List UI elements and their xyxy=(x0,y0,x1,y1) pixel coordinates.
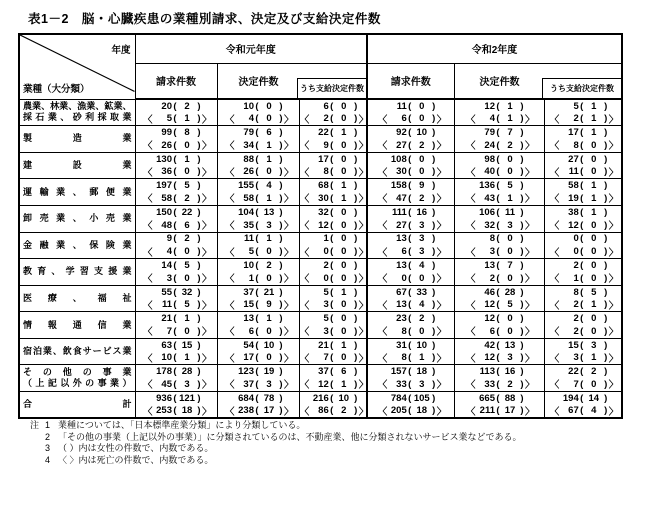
data-cell xyxy=(454,338,544,365)
count-total-line: 58 ( 1 ) xyxy=(568,180,608,192)
data-cell xyxy=(544,126,622,153)
year-header-reiwa1: 令和元年度 xyxy=(135,34,367,63)
count-total-line: 197 ( 5 ) xyxy=(156,180,201,192)
data-cell xyxy=(135,232,217,259)
row-label: 医療、福祉 xyxy=(19,285,135,312)
count-total-line: 158 ( 9 ) xyxy=(390,180,436,192)
count-total-line: 37 ( 6 ) xyxy=(318,366,358,378)
count-death-line: 〈 15 ( 9 ) 〉 xyxy=(225,299,294,312)
count-total-line: 113 ( 16 ) xyxy=(479,366,524,378)
table-row xyxy=(19,338,622,365)
count-death-line: 〈 86 ( 2 ) 〉 xyxy=(299,405,369,418)
data-cell xyxy=(299,152,367,179)
count-total-line: 10 ( 0 ) xyxy=(243,100,283,112)
count-death-line: 〈 45 ( 3 ) 〉 xyxy=(143,378,212,392)
table-row xyxy=(19,99,622,126)
data-cell xyxy=(454,285,544,312)
count-death-line: 〈 3 ( 1 ) 〉 xyxy=(549,352,619,365)
count-total-line: 92 ( 10 ) xyxy=(396,127,436,139)
row-label: 教育、学習支援業 xyxy=(19,259,135,286)
row-label: 合計 xyxy=(19,391,135,418)
count-total-line: 0 ( 0 ) xyxy=(573,233,608,245)
decisions-label-r2: 決定件数 xyxy=(479,76,520,88)
data-cell xyxy=(544,205,622,232)
data-cell xyxy=(217,391,299,418)
count-total-line: 12 ( 1 ) xyxy=(484,100,524,112)
row-label: 卸売業、小売業 xyxy=(19,205,135,232)
data-cell xyxy=(217,152,299,179)
table-body xyxy=(19,99,622,418)
data-cell xyxy=(135,205,217,232)
count-total-line: 67 ( 33 ) xyxy=(396,286,436,298)
count-death-line: 〈 10 ( 1 ) 〉 xyxy=(143,352,212,365)
count-death-line: 〈 3 ( 0 ) 〉 xyxy=(143,272,212,286)
count-total-line: 22 ( 2 ) xyxy=(568,366,608,378)
count-total-line: 9 ( 2 ) xyxy=(166,233,201,245)
count-total-line: 665 ( 88 ) xyxy=(479,392,524,404)
data-cell xyxy=(217,179,299,206)
count-death-line: 〈 26 ( 0 ) 〉 xyxy=(225,166,294,179)
data-cell xyxy=(454,99,544,126)
note-list xyxy=(45,420,522,466)
count-death-line: 〈 30 ( 0 ) 〉 xyxy=(377,166,447,179)
count-total-line: 10 ( 2 ) xyxy=(243,260,283,272)
data-cell xyxy=(135,312,217,339)
row-label: 製造業 xyxy=(19,126,135,153)
note-item: 2 「その他の事業（上記以外の事業）」に分類されているのは、不動産業、他に分類されないサービス業などである。 xyxy=(45,431,522,442)
count-total-line: 6 ( 0 ) xyxy=(323,100,358,112)
count-death-line: 〈 1 ( 0 ) 〉 xyxy=(225,272,294,286)
count-death-line: 〈 9 ( 0 ) 〉 xyxy=(299,139,369,153)
notes-mark: 注 xyxy=(30,420,40,430)
data-cell xyxy=(367,259,454,286)
count-total-line: 8 ( 5 ) xyxy=(573,286,608,298)
count-total-line: 784 ( 105 ) xyxy=(390,392,436,404)
count-death-line: 〈 36 ( 0 ) 〉 xyxy=(143,166,212,179)
row-label: その他の事業 （上記以外の事業） xyxy=(19,365,135,392)
count-death-line: 〈 19 ( 1 ) 〉 xyxy=(549,192,619,206)
table-row xyxy=(19,232,622,259)
data-cell xyxy=(544,391,622,418)
data-cell xyxy=(367,179,454,206)
corner-year-label: 年度 xyxy=(111,45,131,56)
count-death-line: 〈 13 ( 4 ) 〉 xyxy=(377,299,447,312)
count-total-line: 2 ( 0 ) xyxy=(573,260,608,272)
data-cell xyxy=(367,205,454,232)
count-total-line: 17 ( 0 ) xyxy=(318,153,358,165)
count-death-line: 〈 48 ( 6 ) 〉 xyxy=(143,219,212,232)
data-cell xyxy=(454,179,544,206)
count-total-line: 1 ( 0 ) xyxy=(323,233,358,245)
data-cell xyxy=(544,285,622,312)
count-total-line: 12 ( 0 ) xyxy=(484,313,524,325)
count-total-line: 136 ( 5 ) xyxy=(479,180,524,192)
count-death-line: 〈 5 ( 0 ) 〉 xyxy=(225,246,294,259)
count-death-line: 〈 8 ( 0 ) 〉 xyxy=(549,139,619,153)
data-cell xyxy=(544,152,622,179)
count-total-line: 194 ( 14 ) xyxy=(562,392,608,404)
data-cell xyxy=(367,285,454,312)
count-total-line: 13 ( 3 ) xyxy=(396,233,436,245)
data-cell xyxy=(299,232,367,259)
data-cell xyxy=(454,152,544,179)
data-cell xyxy=(135,152,217,179)
count-total-line: 8 ( 0 ) xyxy=(489,233,524,245)
note-item: 4 〈 〉内は死亡の件数で、内数である。 xyxy=(45,454,214,465)
count-death-line: 〈 8 ( 0 ) 〉 xyxy=(299,166,369,179)
data-cell xyxy=(544,259,622,286)
data-cell xyxy=(367,152,454,179)
count-death-line: 〈 47 ( 2 ) 〉 xyxy=(377,192,447,206)
data-cell xyxy=(299,338,367,365)
count-death-line: 〈 67 ( 4 ) 〉 xyxy=(549,405,619,418)
row-label: 金融業、保険業 xyxy=(19,232,135,259)
count-death-line: 〈 58 ( 2 ) 〉 xyxy=(143,192,212,206)
note-item: 1 業種については、「日本標準産業分類」により分類している。 xyxy=(45,420,306,430)
table-row xyxy=(19,126,622,153)
table-row xyxy=(19,391,622,418)
count-total-line: 79 ( 7 ) xyxy=(484,127,524,139)
count-total-line: 38 ( 1 ) xyxy=(568,206,608,218)
data-cell xyxy=(135,391,217,418)
count-death-line: 〈 12 ( 3 ) 〉 xyxy=(466,352,535,365)
data-cell xyxy=(299,259,367,286)
row-label: 運輸業、郵便業 xyxy=(19,179,135,206)
claims-header-r2: 請求件数 xyxy=(367,63,454,99)
count-death-line: 〈 253 ( 18 ) 〉 xyxy=(143,405,212,418)
count-death-line: 〈 211 ( 17 ) 〉 xyxy=(466,405,535,418)
row-label: 農業、林業、漁業、鉱業、 採石業、砂利採取業 xyxy=(19,99,135,126)
count-total-line: 13 ( 1 ) xyxy=(243,313,283,325)
claims-header-r1: 請求件数 xyxy=(135,63,217,99)
count-death-line: 〈 6 ( 0 ) 〉 xyxy=(377,113,447,126)
count-death-line: 〈 17 ( 0 ) 〉 xyxy=(225,352,294,365)
data-cell xyxy=(544,312,622,339)
data-cell xyxy=(454,205,544,232)
data-cell xyxy=(217,205,299,232)
data-cell xyxy=(367,391,454,418)
count-death-line: 〈 27 ( 3 ) 〉 xyxy=(377,219,447,232)
count-death-line: 〈 1 ( 0 ) 〉 xyxy=(549,272,619,286)
count-total-line: 98 ( 0 ) xyxy=(484,153,524,165)
count-death-line: 〈 33 ( 3 ) 〉 xyxy=(377,378,447,392)
count-death-line: 〈 24 ( 2 ) 〉 xyxy=(466,139,535,153)
count-total-line: 21 ( 1 ) xyxy=(161,313,201,325)
count-death-line: 〈 2 ( 0 ) 〉 xyxy=(299,113,369,126)
count-total-line: 157 ( 18 ) xyxy=(390,366,436,378)
count-total-line: 13 ( 7 ) xyxy=(484,260,524,272)
count-total-line: 11 ( 1 ) xyxy=(243,233,283,245)
count-death-line: 〈 8 ( 0 ) 〉 xyxy=(377,325,447,339)
year-header-reiwa2: 令和2年度 xyxy=(367,34,622,63)
data-cell xyxy=(135,338,217,365)
count-total-line: 106 ( 11 ) xyxy=(479,206,524,218)
data-cell xyxy=(544,232,622,259)
data-cell xyxy=(299,205,367,232)
count-total-line: 15 ( 3 ) xyxy=(568,339,608,351)
count-death-line: 〈 58 ( 1 ) 〉 xyxy=(225,192,294,206)
table-row xyxy=(19,365,622,392)
count-total-line: 150 ( 22 ) xyxy=(156,206,201,218)
count-death-line: 〈 12 ( 5 ) 〉 xyxy=(466,299,535,312)
count-total-line: 23 ( 2 ) xyxy=(396,313,436,325)
count-death-line: 〈 32 ( 3 ) 〉 xyxy=(466,219,535,232)
data-cell xyxy=(454,312,544,339)
count-death-line: 〈 37 ( 3 ) 〉 xyxy=(225,378,294,392)
count-death-line: 〈 3 ( 0 ) 〉 xyxy=(299,325,369,339)
count-death-line: 〈 33 ( 2 ) 〉 xyxy=(466,378,535,392)
count-total-line: 2 ( 0 ) xyxy=(573,313,608,325)
data-cell xyxy=(544,338,622,365)
data-cell xyxy=(544,99,622,126)
row-label: 建設業 xyxy=(19,152,135,179)
count-death-line: 〈 7 ( 0 ) 〉 xyxy=(299,352,369,365)
count-death-line: 〈 8 ( 1 ) 〉 xyxy=(377,352,447,365)
data-cell xyxy=(135,285,217,312)
count-death-line: 〈 4 ( 0 ) 〉 xyxy=(225,113,294,126)
count-total-line: 123 ( 19 ) xyxy=(238,366,283,378)
data-cell xyxy=(544,365,622,392)
data-cell xyxy=(135,259,217,286)
table-row xyxy=(19,205,622,232)
count-total-line: 2 ( 0 ) xyxy=(323,260,358,272)
count-death-line: 〈 2 ( 0 ) 〉 xyxy=(549,325,619,339)
count-total-line: 5 ( 0 ) xyxy=(323,313,358,325)
decisions-header-r2 xyxy=(454,63,622,99)
count-death-line: 〈 0 ( 0 ) 〉 xyxy=(549,246,619,259)
row-label: 情報通信業 xyxy=(19,312,135,339)
count-total-line: 5 ( 1 ) xyxy=(323,286,358,298)
count-death-line: 〈 4 ( 0 ) 〉 xyxy=(143,246,212,259)
count-death-line: 〈 238 ( 17 ) 〉 xyxy=(225,405,294,418)
table-row xyxy=(19,152,622,179)
data-cell xyxy=(217,259,299,286)
data-cell xyxy=(454,365,544,392)
count-death-line: 〈 6 ( 0 ) 〉 xyxy=(225,325,294,339)
count-total-line: 22 ( 1 ) xyxy=(318,127,358,139)
data-cell xyxy=(217,338,299,365)
count-total-line: 63 ( 15 ) xyxy=(161,339,201,351)
count-total-line: 13 ( 4 ) xyxy=(396,260,436,272)
count-total-line: 20 ( 2 ) xyxy=(161,100,201,112)
data-cell xyxy=(135,126,217,153)
count-death-line: 〈 4 ( 1 ) 〉 xyxy=(466,113,535,126)
count-death-line: 〈 2 ( 1 ) 〉 xyxy=(549,113,619,126)
count-total-line: 99 ( 8 ) xyxy=(161,127,201,139)
note-item: 3 （ ）内は女性の件数で、内数である。 xyxy=(45,443,214,453)
data-cell xyxy=(299,126,367,153)
payments-subheader-r2: うち支給決定件数 xyxy=(542,78,621,98)
data-cell xyxy=(135,99,217,126)
count-total-line: 54 ( 10 ) xyxy=(243,339,283,351)
table-row xyxy=(19,179,622,206)
count-total-line: 79 ( 6 ) xyxy=(243,127,283,139)
count-death-line: 〈 0 ( 0 ) 〉 xyxy=(299,246,369,259)
data-cell xyxy=(299,99,367,126)
count-total-line: 68 ( 1 ) xyxy=(318,180,358,192)
count-death-line: 〈 40 ( 0 ) 〉 xyxy=(466,166,535,179)
data-cell xyxy=(299,391,367,418)
count-total-line: 31 ( 10 ) xyxy=(396,339,436,351)
data-cell xyxy=(299,312,367,339)
count-death-line: 〈 2 ( 0 ) 〉 xyxy=(466,272,535,286)
data-cell xyxy=(135,365,217,392)
count-total-line: 108 ( 0 ) xyxy=(390,153,436,165)
table-row xyxy=(19,312,622,339)
data-cell xyxy=(454,126,544,153)
data-cell xyxy=(367,126,454,153)
data-cell xyxy=(217,365,299,392)
count-death-line: 〈 3 ( 0 ) 〉 xyxy=(466,246,535,259)
count-death-line: 〈 26 ( 0 ) 〉 xyxy=(143,139,212,153)
count-death-line: 〈 6 ( 3 ) 〉 xyxy=(377,246,447,259)
count-death-line: 〈 27 ( 2 ) 〉 xyxy=(377,139,447,153)
count-death-line: 〈 3 ( 0 ) 〉 xyxy=(299,299,369,312)
corner-industry-label: 業種（大分類） xyxy=(23,83,90,95)
data-cell xyxy=(299,179,367,206)
data-cell xyxy=(299,285,367,312)
data-cell xyxy=(217,126,299,153)
count-death-line: 〈 30 ( 1 ) 〉 xyxy=(299,192,369,206)
count-death-line: 〈 35 ( 3 ) 〉 xyxy=(225,219,294,232)
count-death-line: 〈 5 ( 1 ) 〉 xyxy=(143,113,212,126)
count-total-line: 21 ( 1 ) xyxy=(318,339,358,351)
count-death-line: 〈 11 ( 5 ) 〉 xyxy=(143,299,212,312)
count-total-line: 155 ( 4 ) xyxy=(238,180,283,192)
count-total-line: 27 ( 0 ) xyxy=(568,153,608,165)
count-death-line: 〈 0 ( 0 ) 〉 xyxy=(299,272,369,286)
data-cell xyxy=(217,99,299,126)
count-total-line: 178 ( 28 ) xyxy=(156,366,201,378)
count-total-line: 55 ( 32 ) xyxy=(161,286,201,298)
data-cell xyxy=(217,232,299,259)
data-cell xyxy=(544,179,622,206)
decisions-header-r1 xyxy=(217,63,367,99)
count-death-line: 〈 12 ( 0 ) 〉 xyxy=(299,219,369,232)
data-cell xyxy=(367,365,454,392)
count-death-line: 〈 205 ( 18 ) 〉 xyxy=(377,405,447,418)
data-cell xyxy=(217,312,299,339)
data-cell xyxy=(454,391,544,418)
table-row xyxy=(19,285,622,312)
count-total-line: 11 ( 0 ) xyxy=(396,100,436,112)
table-header xyxy=(19,34,622,99)
count-total-line: 32 ( 0 ) xyxy=(318,206,358,218)
notes-block xyxy=(30,420,522,466)
table-row xyxy=(19,259,622,286)
data-cell xyxy=(367,338,454,365)
count-death-line: 〈 7 ( 0 ) 〉 xyxy=(549,378,619,392)
count-death-line: 〈 12 ( 1 ) 〉 xyxy=(299,378,369,392)
count-total-line: 104 ( 13 ) xyxy=(238,206,283,218)
data-cell xyxy=(454,232,544,259)
count-death-line: 〈 43 ( 1 ) 〉 xyxy=(466,192,535,206)
count-total-line: 88 ( 1 ) xyxy=(243,153,283,165)
count-death-line: 〈 34 ( 1 ) 〉 xyxy=(225,139,294,153)
count-total-line: 111 ( 16 ) xyxy=(391,206,436,218)
count-death-line: 〈 2 ( 1 ) 〉 xyxy=(549,299,619,312)
count-death-line: 〈 7 ( 0 ) 〉 xyxy=(143,325,212,339)
data-cell xyxy=(135,179,217,206)
page-title: 表1－2 脳・心臓疾患の業種別請求、決定及び支給決定件数 xyxy=(28,12,381,26)
data-cell xyxy=(454,259,544,286)
payments-subheader-r1: うち支給決定件数 xyxy=(297,78,366,98)
data-cell xyxy=(217,285,299,312)
count-total-line: 46 ( 28 ) xyxy=(484,286,524,298)
data-cell xyxy=(367,99,454,126)
count-death-line: 〈 6 ( 0 ) 〉 xyxy=(466,325,535,339)
data-cell xyxy=(367,312,454,339)
count-death-line: 〈 12 ( 0 ) 〉 xyxy=(549,219,619,232)
count-total-line: 14 ( 5 ) xyxy=(161,260,201,272)
claims-table xyxy=(18,33,623,419)
count-total-line: 5 ( 1 ) xyxy=(573,100,608,112)
data-cell xyxy=(367,232,454,259)
data-cell xyxy=(299,365,367,392)
count-death-line: 〈 0 ( 0 ) 〉 xyxy=(377,272,447,286)
count-total-line: 17 ( 1 ) xyxy=(568,127,608,139)
count-total-line: 936 ( 121 ) xyxy=(156,392,201,404)
count-total-line: 37 ( 21 ) xyxy=(243,286,283,298)
corner-cell xyxy=(19,34,135,99)
count-total-line: 42 ( 13 ) xyxy=(484,339,524,351)
count-death-line: 〈 11 ( 0 ) 〉 xyxy=(549,166,619,179)
count-total-line: 216 ( 10 ) xyxy=(312,392,358,404)
count-total-line: 130 ( 1 ) xyxy=(156,153,201,165)
row-label: 宿泊業、飲食サービス業 xyxy=(19,338,135,365)
count-total-line: 684 ( 78 ) xyxy=(238,392,283,404)
decisions-label-r1: 決定件数 xyxy=(238,76,279,88)
